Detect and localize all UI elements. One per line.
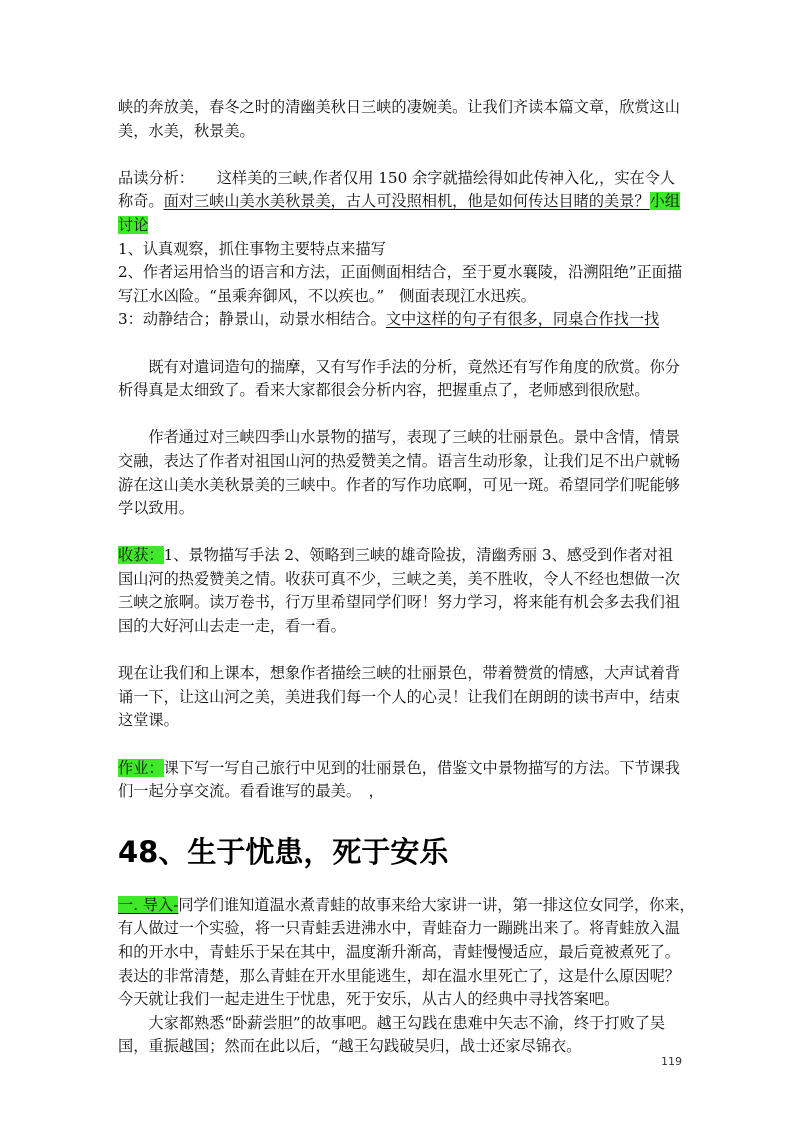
homework-text: 课下写一写自己旅行中见到的壮丽景色，借鉴文中景物描写的方法。下节课我们一起分享交流。看看谁写的最美。 ， <box>118 758 680 801</box>
analysis-paragraph <box>118 167 688 238</box>
lead-in-text: 同学们谁知道温水煮青蛙的故事来给大家讲一讲，第一排这位女同学，你来， 有人做过一个实验，将一只青蛙丢进沸水中，青蛙奋力一蹦跳出来了。将青蛙放入温和的开水中，青蛙乐于呆在其中，温度渐升渐高，青蛙慢慢适应，最后竟被煮死了。表达的非常清楚，那么青蛙在开水里能逃生，却在温水里死亡了，这是什么原因呢？今天就让我们一起走进生于忧患，死于安乐，从古人的经典中寻找答案吧。 <box>118 895 703 1009</box>
analysis-item-3: 3：动静结合；静景山，动景水相结合。文中这样的句子有很多，同桌合作找一找 <box>118 310 660 329</box>
page-number: 119 <box>661 1055 682 1068</box>
homework-paragraph <box>118 757 688 804</box>
analysis-item-3-task: 文中这样的句子有很多，同桌合作找一找 <box>385 310 660 329</box>
group-discussion-badge: 小组讨论 <box>118 192 680 234</box>
lesson-heading: 48、生于忧患，死于安乐 <box>118 834 449 869</box>
recite-paragraph: 现在让我们和上课本，想象作者描绘三峡的壮丽景色，带着赞赏的情感，大声试着背诵一下，让这山河之美，美进我们每一个人的心灵！让我们在朗朗的读书声中，结束这堂课。 <box>118 664 680 730</box>
analysis-item-1: 1、认真观察，抓住事物主要特点来描写 <box>118 239 386 258</box>
intro-paragraph: 峡的奔放美，春冬之时的清幽美秋日三峡的凄婉美。让我们齐读本篇文章，欣赏这山美，水美，秋景美。 <box>118 98 680 140</box>
summary-paragraph: 作者通过对三峡四季山水景物的描写，表现了三峡的壮丽景色。景中含情，情景交融，表达了作者对祖国山河的热爱赞美之情。语言生动形象，让我们足不出户就畅游在这山美水美秋景美的三峡中。作者的写作功底啊，可见一斑。希望同学们呢能够学以致用。 <box>118 428 680 518</box>
lead-in-paragraph <box>118 894 703 1012</box>
analysis-item-2: 2、作者运用恰当的语言和方法，正面侧面相结合，至于夏水襄陵，沿溯阻绝”正面描写江水凶险。“虽乘奔御风，不以疾也。” 侧面表现江水迅疾。 <box>118 263 683 305</box>
document-body <box>118 96 703 1059</box>
analysis-text: 这样美的三峡,作者仅用 150 余字就描绘得如此传神入化,，实在令人称奇。 <box>118 168 676 211</box>
harvest-paragraph <box>118 544 688 638</box>
homework-label: 作业： <box>118 758 164 777</box>
lead-in-label: 一. 导入- <box>118 895 179 914</box>
story-paragraph: 大家都熟悉“卧薪尝胆”的故事吧。越王勾践在患难中矢志不渝，终于打败了吴国，重振越国；然而在此以后，“越王勾践破吴归，战士还家尽锦衣。 <box>118 1013 666 1056</box>
praise-paragraph: 既有对遣词造句的揣摩，又有写作手法的分析，竟然还有写作角度的欣赏。你分析得真是太细致了。看来大家都很会分析内容，把握重点了，老师感到很欣慰。 <box>118 357 680 400</box>
analysis-label: 品读分析： <box>118 168 187 187</box>
analysis-question: 面对三峡山美水美秋景美，古人可没照相机，他是如何传达目睹的美景？ <box>163 192 650 211</box>
harvest-label: 收获： <box>118 546 164 565</box>
harvest-text: 1、景物描写手法 2、领略到三峡的雄奇险拔，清幽秀丽 3、感受到作者对祖国山河的热爱赞美之情。收获可真不少，三峡之美，美不胜收，令人不经也想做一次三峡之旅啊。读万卷书，行万里希望同学们呀！努力学习，将来能有机会多去我们祖国的大好河山去走一走，看一看。 <box>118 546 680 636</box>
